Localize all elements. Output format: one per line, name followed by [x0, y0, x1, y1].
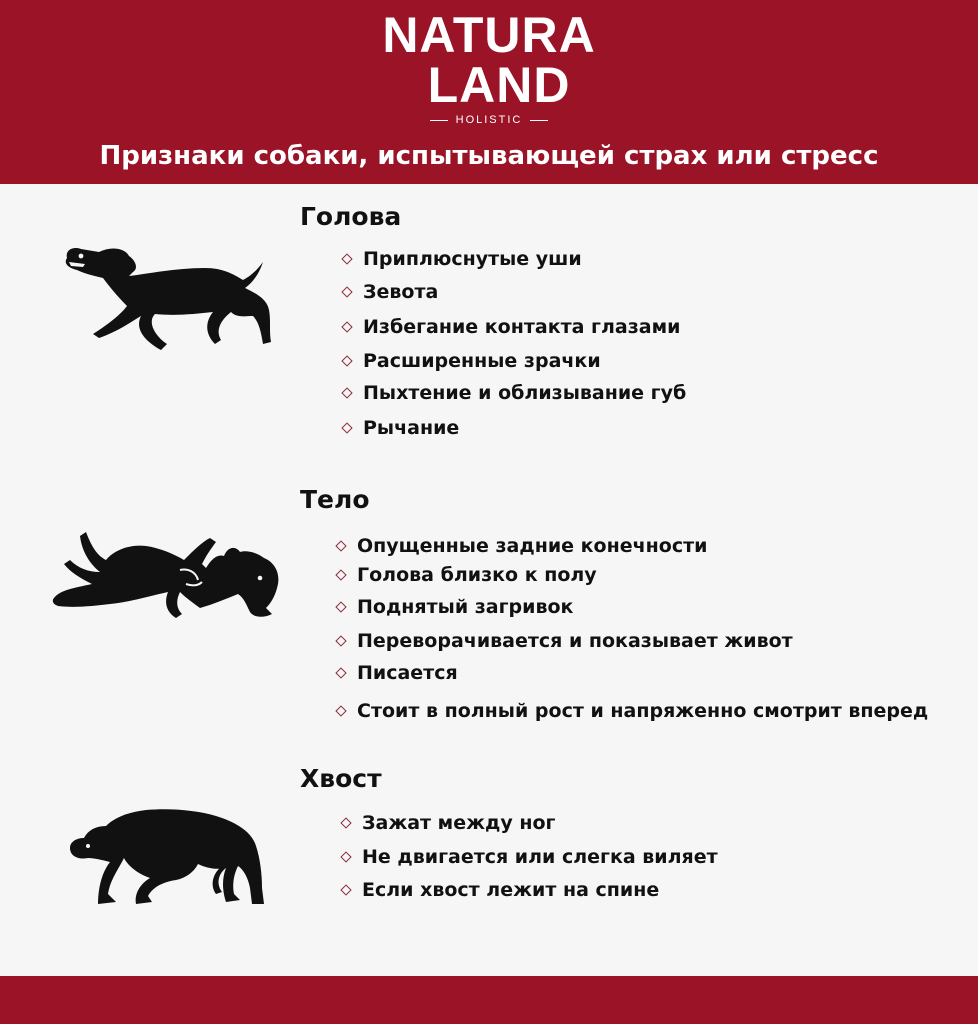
- page-title: Признаки собаки, испытывающей страх или стресс: [99, 141, 879, 171]
- diamond-bullet-icon: [341, 387, 352, 398]
- tail-signs-list: [340, 810, 718, 903]
- diamond-bullet-icon: [341, 355, 352, 366]
- list-item-text: Рычание: [363, 417, 460, 439]
- head-signs-list: [341, 246, 686, 441]
- dog-running-icon: [55, 240, 275, 355]
- diamond-bullet-icon: [341, 253, 352, 264]
- footer-bar: [0, 976, 978, 1024]
- list-item-text: Писается: [357, 662, 458, 684]
- list-item: [341, 348, 686, 374]
- brand-name-line2: LAND: [427, 57, 571, 113]
- diamond-bullet-icon: [335, 569, 346, 580]
- list-item-text: Избегание контакта глазами: [363, 316, 681, 338]
- list-item-text: Зажат между ног: [362, 812, 556, 834]
- list-item: [335, 660, 928, 686]
- list-item-text: Если хвост лежит на спине: [362, 879, 660, 901]
- diamond-bullet-icon: [335, 601, 346, 612]
- diamond-bullet-icon: [340, 884, 351, 895]
- list-item-text: Пыхтение и облизывание губ: [363, 382, 687, 404]
- section-title-tail: Хвост: [300, 764, 382, 793]
- list-item: [335, 594, 928, 620]
- list-item: [341, 380, 686, 406]
- list-item: [335, 698, 928, 724]
- list-item: [340, 844, 718, 870]
- diamond-bullet-icon: [335, 540, 346, 551]
- header-banner: [0, 0, 978, 184]
- diamond-bullet-icon: [335, 667, 346, 678]
- diamond-bullet-icon: [335, 705, 346, 716]
- brand-tagline: HOLISTIC: [455, 114, 523, 126]
- list-item-text: Приплюснутые уши: [363, 248, 582, 270]
- list-item: [335, 533, 928, 559]
- tagline-divider: [430, 120, 448, 121]
- list-item: [341, 314, 686, 340]
- diamond-bullet-icon: [335, 635, 346, 646]
- brand-logo: [0, 7, 978, 126]
- list-item-text: Поднятый загривок: [357, 596, 574, 618]
- section-title-body: Тело: [300, 485, 370, 514]
- tagline-divider: [530, 120, 548, 121]
- brand-name-line1: NATURA: [382, 7, 596, 63]
- diamond-bullet-icon: [341, 422, 352, 433]
- list-item: [341, 415, 686, 441]
- list-item: [335, 562, 928, 588]
- dog-cowering-icon: [66, 808, 271, 908]
- list-item-text: Опущенные задние конечности: [357, 535, 708, 557]
- diamond-bullet-icon: [341, 321, 352, 332]
- body-signs-list: [335, 533, 928, 724]
- list-item: [335, 628, 928, 654]
- list-item-text: Голова близко к полу: [357, 564, 597, 586]
- list-item-text: Не двигается или слегка виляет: [362, 846, 718, 868]
- list-item: [340, 877, 718, 903]
- section-title-head: Голова: [300, 202, 402, 231]
- diamond-bullet-icon: [340, 851, 351, 862]
- dog-rolling-icon: [50, 528, 285, 623]
- diamond-bullet-icon: [341, 286, 352, 297]
- list-item-text: Стоит в полный рост и напряженно смотрит вперед: [357, 700, 929, 722]
- list-item: [341, 279, 686, 305]
- list-item-text: Переворачивается и показывает живот: [357, 630, 793, 652]
- list-item: [341, 246, 686, 272]
- list-item-text: Расширенные зрачки: [363, 350, 601, 372]
- list-item: [340, 810, 718, 836]
- brand-tagline-row: [0, 114, 978, 126]
- list-item-text: Зевота: [363, 281, 439, 303]
- diamond-bullet-icon: [340, 817, 351, 828]
